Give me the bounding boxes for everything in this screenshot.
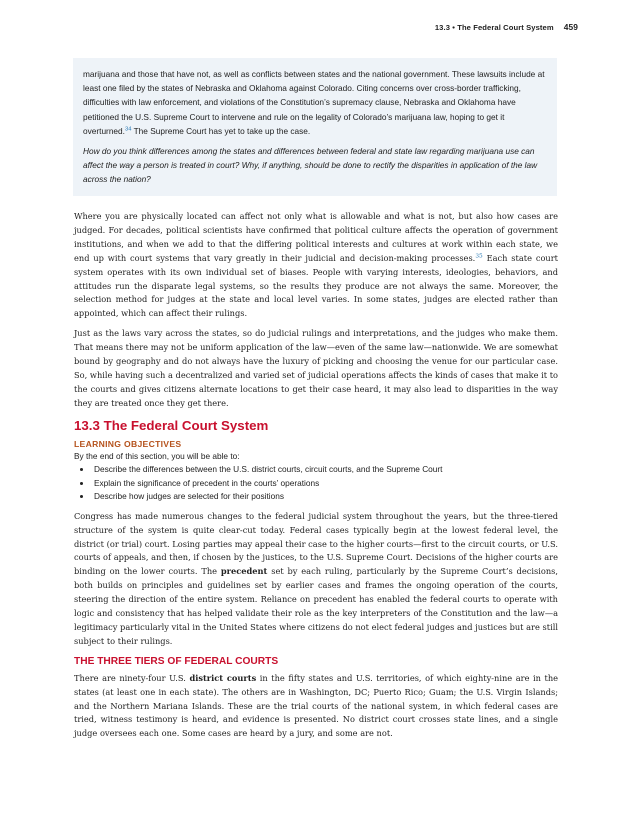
body-text-end: in the fifty states and U.S. territories, of which eighty-nine are in the states (at least one in each state). The others are in Washington, DC; Puerto Rico; Guam; the U.S. Virgin Islands; and the Northern Mariana Islands. These are the trial courts of the national system, in which federal cases are tried, witness testimony is heard, and evidence is presented. No district court crosses state lines, and a single judge oversees each one. Some cases are heard by a jury, and some are not. — [74, 672, 559, 739]
footnote-ref-34[interactable]: 34 — [124, 126, 132, 133]
body-paragraph-3 — [74, 510, 558, 649]
body-text: Where you are physically located can affect not only what is allowable and what is not, but also how cases are judged. For decades, political scientists have confirmed that political culture affects the operation of government institutions, and when we add to that the differing political interests and cultures at work within each state, we end up with court systems that vary greatly in their judicial and decision-making processes. — [74, 211, 558, 263]
section-title: 13.3 The Federal Court System — [74, 417, 269, 433]
learning-objectives-list — [74, 463, 558, 504]
body-text-end: Each state court system operates with its own individual set of biases. People with varying interests, ideologies, behaviors, and attitudes run the disparate legal systems, so the results they produce are not always the same. Moreover, the selection method for judges at the state and local level varies. In some states, judges are elected rather than appointed, which can affect their rulings. — [74, 252, 559, 319]
feature-paragraph — [83, 67, 547, 138]
objective-item: • Explain the significance of precedent in the courts’ operations — [92, 477, 558, 491]
key-term-precedent[interactable]: precedent — [220, 566, 268, 577]
key-term-district-courts[interactable]: district courts — [189, 672, 257, 683]
body-paragraph-4 — [74, 672, 558, 742]
running-head-section: 13.3 • The Federal Court System — [434, 23, 554, 32]
body-text: Congress has made numerous changes to the federal judicial system throughout the years, but the three-tiered structure of the system is quite clear-cut today. Federal cases typically begin at the lowest federal level, the district (or trial) court. Losing parties may appeal their case to the higher courts—first to the circuit courts, or U.S. courts of appeals, and then, if chosen by the justices, to the U.S. Supreme Court. Decisions of the higher courts are binding on the lower courts. The — [74, 510, 558, 577]
body-paragraph-2: Just as the laws vary across the states, so do judicial rulings and interpretations, and the judges who make them. That means there may not be uniform application of the law—even of the same law—nationwide. We are somewhat bound by geography and do not always have the luxury of picking and choosing the venue for our particular case. So, while having such a decentralized and varied set of judicial operations affects the kinds of cases that make it to the courts and gives citizens alternate locations to get their case heard, it may also lead to disparities in the way they are treated once they get there. — [74, 328, 558, 408]
feature-text: marijuana and those that have not, as well as conflicts between states and the national government. These lawsuits include at least one filed by the states of Nebraska and Oklahoma against Colorado. Citing concerns over cross-border trafficking, difficulties with law enforcement, and violations of the Constitution’s supremacy clause, Nebraska and Oklahoma have petitioned the U.S. Supreme Court to intervene and rule on the legality of Colorado’s marijuana law, hoping to get it overturned. — [83, 69, 545, 136]
main-content — [74, 210, 558, 747]
running-head — [435, 22, 578, 32]
feature-question: How do you think differences among the states and differences between federal and state law regarding marijuana use can affect the way a person is treated in court? Why, if anything, should be done to rectify the disparities in application of the law across the nation? — [83, 146, 538, 185]
feature-text-end: The Supreme Court has yet to take up the case. — [131, 125, 311, 136]
objective-item: • Describe how judges are selected for their positions — [92, 490, 558, 504]
footnote-ref-35[interactable]: 35 — [475, 253, 483, 260]
learning-objectives-intro: By the end of this section, you will be able to: — [74, 450, 240, 461]
feature-box — [73, 58, 557, 196]
body-paragraph-1 — [74, 210, 558, 321]
page-number: 459 — [563, 22, 578, 32]
subsection-heading: THE THREE TIERS OF FEDERAL COURTS — [74, 655, 279, 667]
learning-objectives-heading: LEARNING OBJECTIVES — [74, 438, 182, 449]
body-text: There are ninety-four U.S. — [74, 672, 190, 683]
body-text-end: set by each ruling, particularly by the Supreme Court’s decisions, both builds on principles and guidelines set by earlier cases and frames the ongoing operation of the courts, steering the direction of the entire system. Reliance on precedent has enabled the federal courts to operate with logic and consistency that has helped validate their role as the key interpreters of the Constitution and the law—a legitimacy particularly vital in the United States where citizens do not elect federal judges and justices but are still subject to their rulings. — [74, 566, 558, 646]
objective-item: • Describe the differences between the U.S. district courts, circuit courts, and the Supreme Court — [92, 463, 558, 477]
